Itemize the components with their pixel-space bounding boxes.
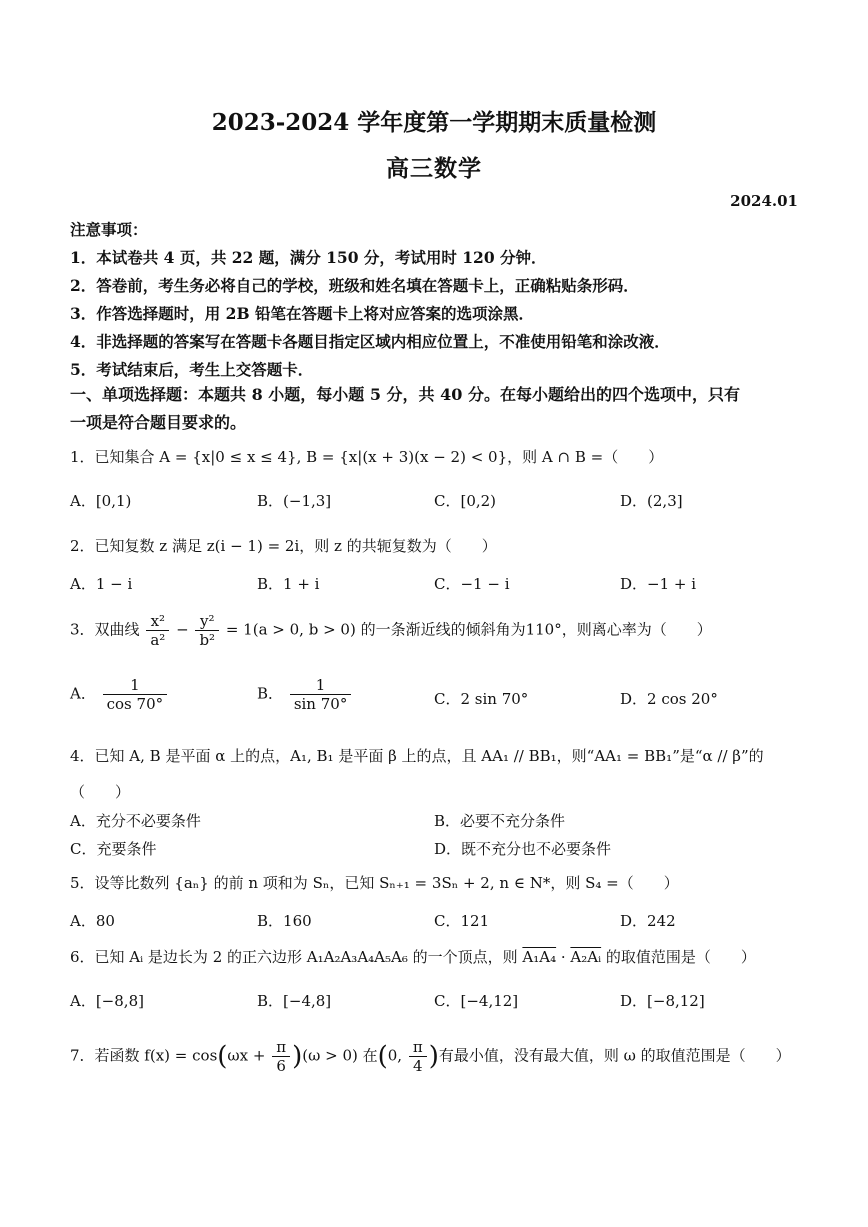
section-heading: 一、单项选择题：本题共 8 小题，每小题 5 分，共 40 分。在每小题给出的四个选项中，只有 — [70, 385, 740, 404]
q3-fraction-x — [146, 612, 169, 649]
subject-title: 高三数学 — [386, 155, 482, 182]
q7-inner: ωx + — [227, 1046, 266, 1065]
q3-frac1-numerator: x² — [146, 612, 169, 631]
exam-date: 2024.01 — [730, 192, 798, 210]
q7-pi2-numerator: π — [409, 1038, 427, 1057]
q3-prefix: 3．双曲线 — [70, 620, 140, 639]
q3-option-a-numerator: 1 — [103, 676, 167, 695]
q7-mid: (ω > 0) 在 — [302, 1046, 378, 1065]
q1-option-c: C．[0,2) — [434, 492, 497, 510]
q7-pi-denominator: 6 — [276, 1057, 286, 1075]
q3-minus: − — [176, 620, 189, 639]
question-5-stem: 5．设等比数列 {aₙ} 的前 n 项和为 Sₙ，已知 Sₙ₊₁ = 3Sₙ + 2, n ∈ N*，则 S₄ =（ ） — [70, 874, 679, 892]
q6-stem-end: 的取值范围是（ ） — [601, 948, 756, 966]
q3-option-a-fraction — [103, 676, 167, 713]
q3-option-b-label: B． — [257, 684, 284, 703]
q2-option-a: A．1 − i — [70, 575, 133, 593]
q6-dot: · — [556, 948, 571, 966]
q4-option-d: D．既不充分也不必要条件 — [434, 840, 612, 858]
q7-interval-start: 0, — [387, 1046, 403, 1065]
q2-option-b: B．1 + i — [257, 575, 320, 593]
question-3-stem — [70, 612, 712, 649]
q6-vector-1: A₁A₄ — [522, 948, 557, 966]
notice-item: 1．本试卷共 4 页，共 22 题，满分 150 分，考试用时 120 分钟． — [70, 248, 547, 267]
q5-option-a: A．80 — [70, 912, 115, 930]
q1-option-b: B．(−1,3] — [257, 492, 332, 510]
q3-option-b-denominator: sin 70° — [293, 695, 348, 713]
q3-suffix: = 1(a > 0, b > 0) 的一条渐近线的倾斜角为110°，则离心率为（ ） — [225, 620, 712, 639]
notice-heading: 注意事项： — [70, 220, 148, 239]
question-2-stem: 2．已知复数 z 满足 z(i − 1) = 2i，则 z 的共轭复数为（ ） — [70, 537, 497, 555]
q6-option-d: D．[−8,12] — [620, 992, 705, 1010]
q3-option-a-label: A． — [70, 684, 96, 703]
q4-option-a: A．充分不必要条件 — [70, 812, 201, 830]
q3-option-c: C．2 sin 70° — [434, 690, 529, 708]
notice-item: 5．考试结束后，考生上交答题卡． — [70, 360, 314, 379]
q6-option-b: B．[−4,8] — [257, 992, 332, 1010]
question-4-stem: 4．已知 A, B 是平面 α 上的点，A₁, B₁ 是平面 β 上的点，且 AA₁ // BB₁，则“AA₁ = BB₁”是“α // β”的 — [70, 747, 764, 765]
q7-prefix: 7．若函数 f(x) = cos — [70, 1046, 218, 1065]
q3-option-b-fraction — [290, 676, 352, 713]
q3-option-b — [257, 676, 353, 713]
q3-option-a — [70, 676, 169, 713]
q3-frac2-denominator: b² — [199, 631, 216, 649]
section-heading-cont: 一项是符合题目要求的。 — [70, 413, 247, 432]
q4-option-c: C．充要条件 — [70, 840, 157, 858]
q5-option-d: D．242 — [620, 912, 676, 930]
q3-frac2-numerator: y² — [195, 612, 219, 631]
q1-option-d: D．(2,3] — [620, 492, 683, 510]
q7-pi-numerator: π — [272, 1038, 290, 1057]
q5-option-b: B．160 — [257, 912, 312, 930]
q6-stem-start: 6．已知 Aᵢ 是边长为 2 的正六边形 A₁A₂A₃A₄A₅A₆ 的一个顶点，则 — [70, 948, 523, 966]
question-7-stem: 7．若函数 f(x) = cos(ωx + $\frac{\pi}{6}$ )(ω > 0) 在(0, $\frac{\pi}{4}$ )有最小值，没有最大值，则 ω 的取值范围是（ ） — [70, 1038, 791, 1075]
question-6-stem — [70, 946, 756, 967]
q3-frac1-denominator: a² — [150, 631, 166, 649]
q3-option-a-denominator: cos 70° — [106, 695, 164, 713]
notice-item: 4．非选择题的答案写在答题卡各题目指定区域内相应位置上，不准使用铅笔和涂改液． — [70, 332, 670, 351]
notice-item: 2．答卷前，考生务必将自己的学校，班级和姓名填在答题卡上，正确粘贴条形码． — [70, 276, 639, 295]
q6-option-c: C．[−4,12] — [434, 992, 519, 1010]
q7-fraction-pi-6 — [272, 1038, 290, 1075]
q3-option-d: D．2 cos 20° — [620, 690, 718, 708]
q2-option-d: D．−1 + i — [620, 575, 697, 593]
question-4-paren: （ ） — [70, 783, 131, 801]
question-1-stem: 1．已知集合 A = {x|0 ≤ x ≤ 4}, B = {x|(x + 3)(x − 2) < 0}，则 A ∩ B =（ ） — [70, 448, 664, 466]
q6-vector-2: A₂Aᵢ — [570, 948, 602, 966]
q5-option-c: C．121 — [434, 912, 490, 930]
q1-option-a: A．[0,1) — [70, 492, 132, 510]
exam-title: 2023-2024 学年度第一学期期末质量检测 — [211, 109, 657, 136]
q7-pi2-denominator: 4 — [413, 1057, 423, 1075]
q4-option-b: B．必要不充分条件 — [434, 812, 566, 830]
q3-fraction-y — [195, 612, 219, 649]
q2-option-c: C．−1 − i — [434, 575, 510, 593]
q6-option-a: A．[−8,8] — [70, 992, 144, 1010]
notice-item: 3．作答选择题时，用 2B 铅笔在答题卡上将对应答案的选项涂黑． — [70, 304, 534, 323]
q7-fraction-pi-4 — [409, 1038, 427, 1075]
q3-option-b-numerator: 1 — [290, 676, 352, 695]
q7-suffix: 有最小值，没有最大值，则 ω 的取值范围是（ ） — [438, 1046, 791, 1065]
